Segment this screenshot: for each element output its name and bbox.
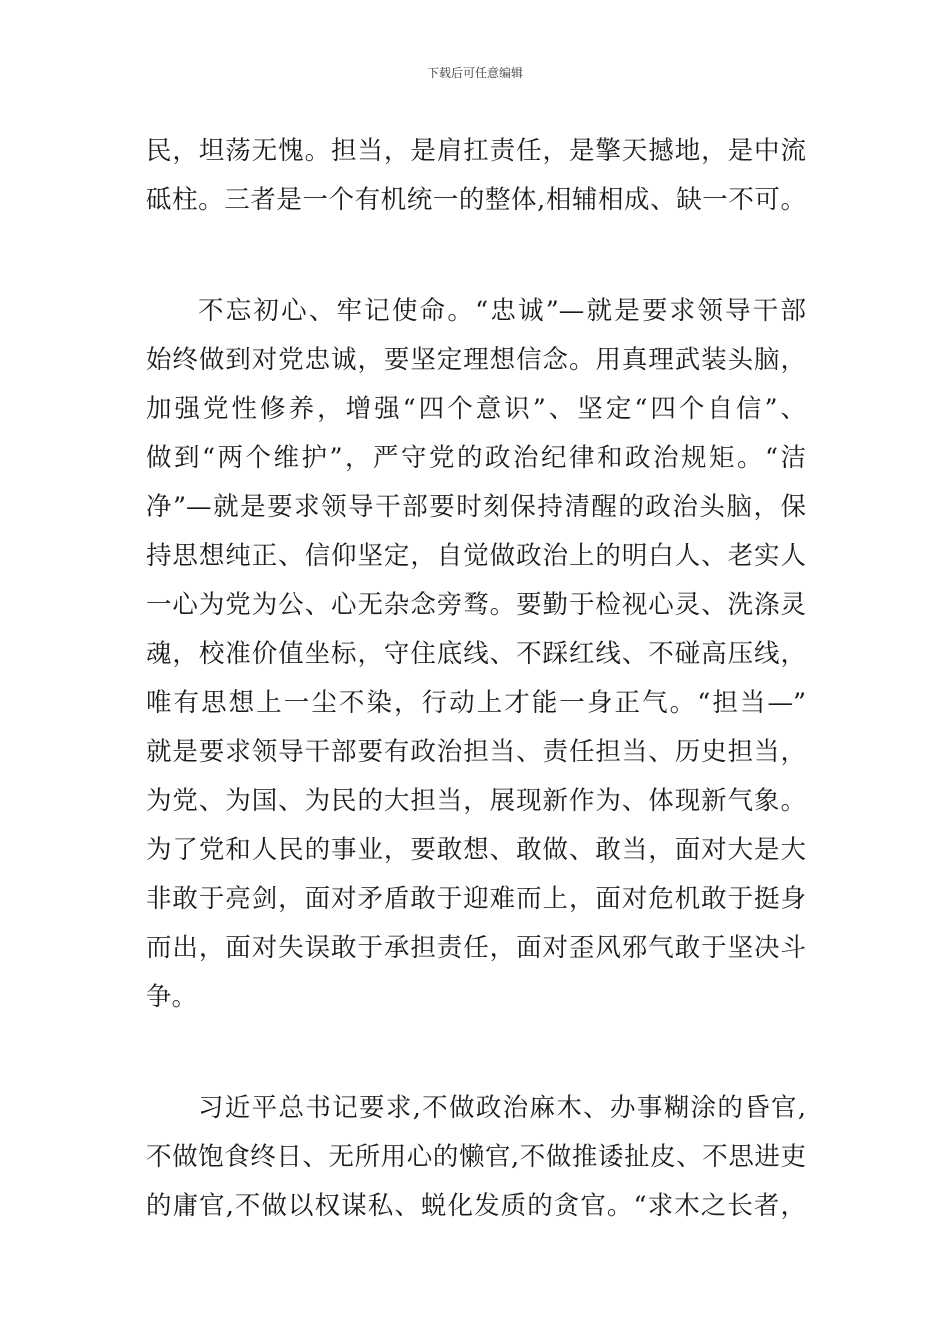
text-line: 加强党性修养，增强“四个意识”、坚定“四个自信”、: [146, 394, 806, 424]
paragraph-3: [146, 1084, 806, 1231]
page-header: 下载后可任意编辑: [426, 66, 523, 80]
text-line: 争。: [146, 982, 198, 1012]
text-line: 习近平总书记要求,不做政治麻木、办事糊涂的昏官,: [198, 1093, 806, 1123]
text-line: 为了党和人民的事业，要敢想、敢做、敢当，面对大是大: [146, 835, 806, 865]
text-line: 砥柱。三者是一个有机统一的整体,相辅相成、缺一不可。: [146, 185, 806, 215]
text-line: 魂，校准价值坐标，守住底线、不踩红线、不碰高压线，: [146, 639, 806, 669]
text-line: 就是要求领导干部要有政治担当、责任担当、历史担当，: [146, 737, 806, 767]
text-line: 做到“两个维护”，严守党的政治纪律和政治规矩。“洁: [146, 443, 806, 473]
text-line: 持思想纯正、信仰坚定，自觉做政治上的明白人、老实人: [146, 541, 806, 571]
text-line: 的庸官,不做以权谋私、蜕化发质的贪官。“求木之长者，: [146, 1191, 806, 1221]
text-line: 非敢于亮剑，面对矛盾敢于迎难而上，面对危机敢于挺身: [146, 884, 806, 914]
paragraph-2: [146, 287, 806, 1022]
text-line: 民，坦荡无愧。担当，是肩扛责任，是擎天撼地，是中流: [146, 136, 806, 166]
paragraph-gap: [146, 225, 806, 287]
paragraph-1: [146, 127, 806, 225]
text-line: 一心为党为公、心无杂念旁骛。要勤于检视心灵、洗涤灵: [146, 590, 806, 620]
text-line: 始终做到对党忠诚，要坚定理想信念。用真理武装头脑，: [146, 345, 806, 375]
paragraph-gap: [146, 1022, 806, 1084]
text-line: 不忘初心、牢记使命。“忠诚”—就是要求领导干部: [198, 296, 806, 326]
text-line: 净”—就是要求领导干部要时刻保持清醒的政治头脑，保: [146, 492, 806, 522]
text-line: 为党、为国、为民的大担当，展现新作为、体现新气象。: [146, 786, 806, 816]
text-line: 不做饱食终日、无所用心的懒官,不做推诿扯皮、不思进吏: [146, 1142, 806, 1172]
document-body: [146, 127, 806, 1231]
text-line: 唯有思想上一尘不染，行动上才能一身正气。“担当—”: [146, 688, 806, 718]
text-line: 而出，面对失误敢于承担责任，面对歪风邪气敢于坚决斗: [146, 933, 806, 963]
